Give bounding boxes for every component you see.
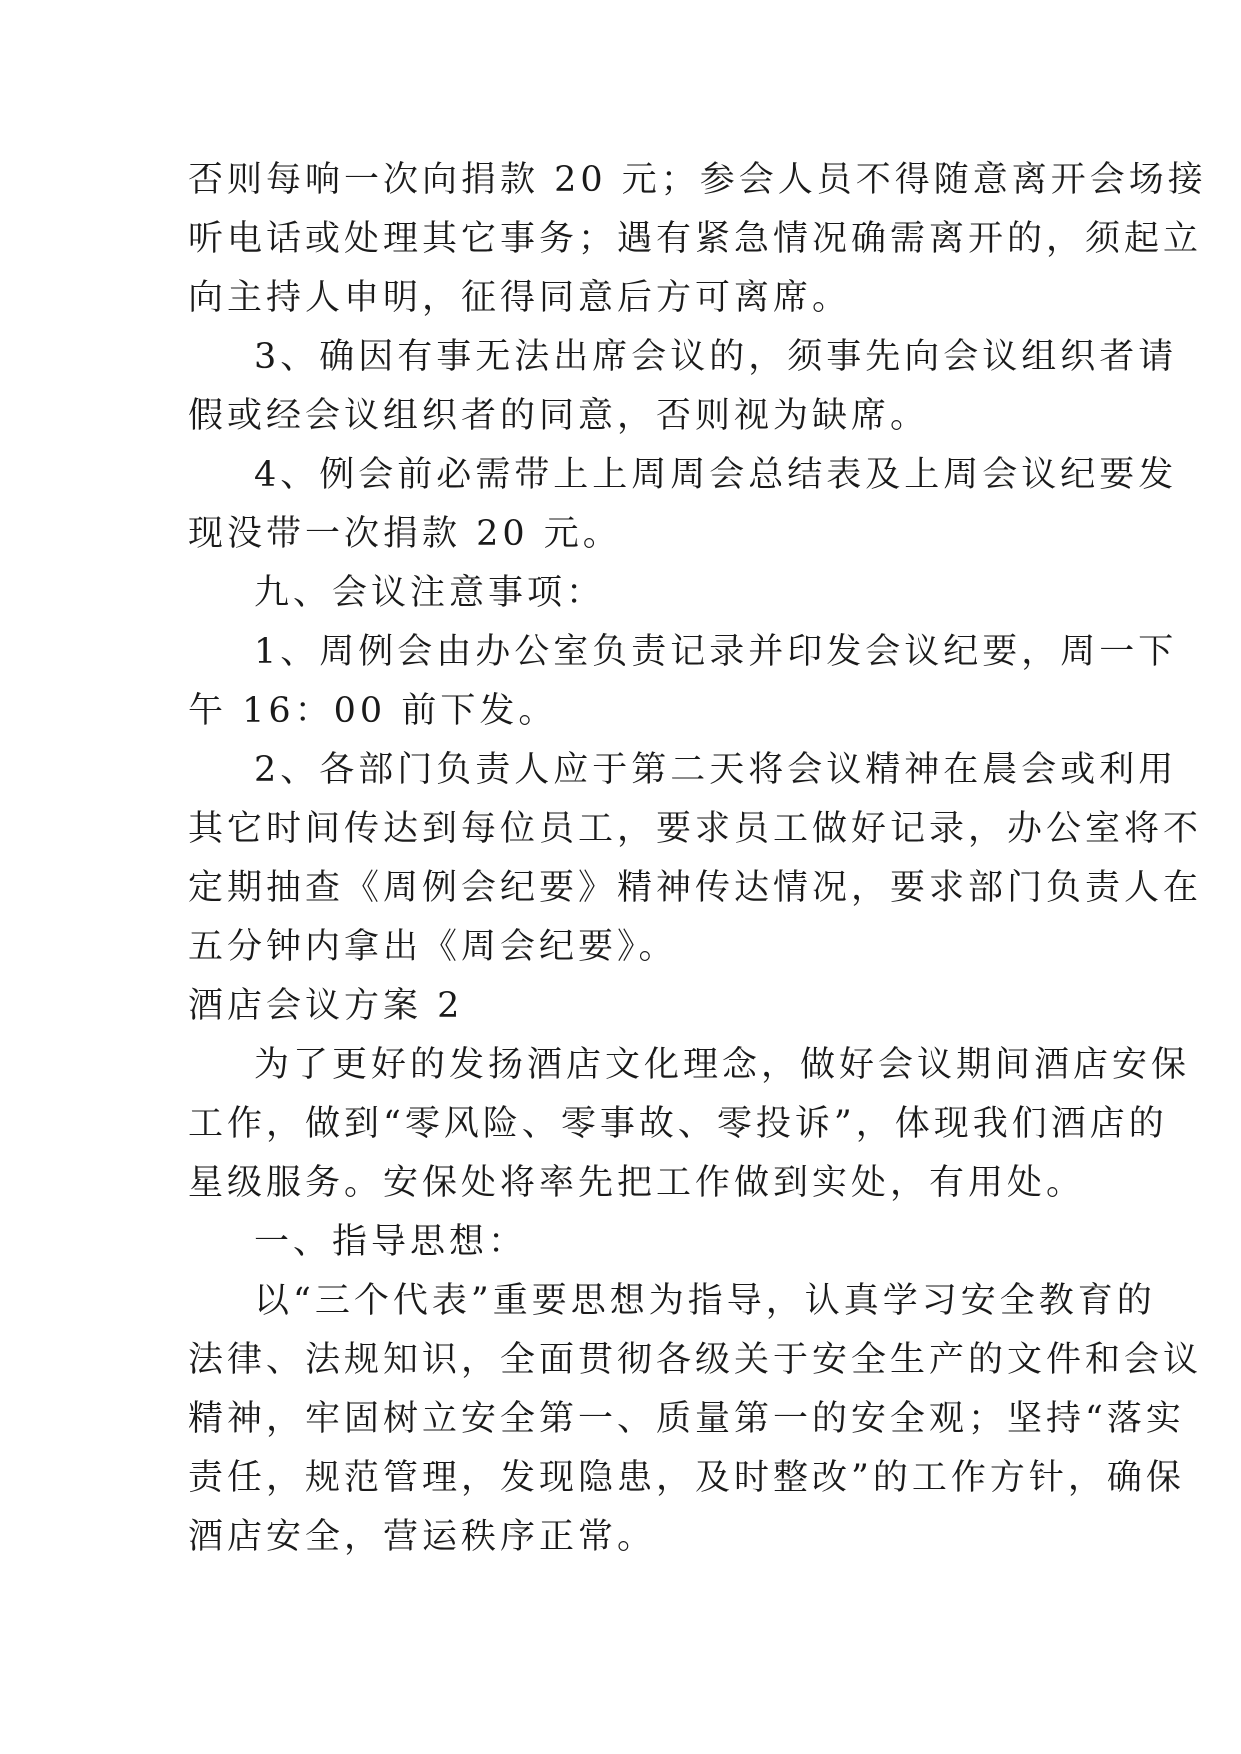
text-line: 现没带一次捐款 20 元。: [188, 514, 622, 554]
section-heading: 一、指导思想：: [254, 1222, 528, 1262]
text-line: 2、各部门负责人应于第二天将会议精神在晨会或利用: [254, 750, 1178, 790]
text-line: 五分钟内拿出《周会纪要》。: [188, 927, 678, 967]
document-body: [188, 151, 1207, 1567]
text-line: 工作，做到“零风险、零事故、零投诉”，体现我们酒店的: [188, 1104, 1168, 1144]
text-line: 定期抽查《周例会纪要》精神传达情况，要求部门负责人在: [188, 868, 1203, 908]
text-line: 4、例会前必需带上上周周会总结表及上周会议纪要发: [254, 455, 1178, 495]
text-line: 责任，规范管理，发现隐患，及时整改”的工作方针，确保: [188, 1458, 1185, 1498]
text-line: 为了更好的发扬酒店文化理念，做好会议期间酒店安保: [254, 1045, 1191, 1085]
text-line: 听电话或处理其它事务；遇有紧急情况确需离开的，须起立: [188, 219, 1203, 259]
text-line: 向主持人申明，征得同意后方可离席。: [188, 278, 852, 318]
text-line: 法律、法规知识，全面贯彻各级关于安全生产的文件和会议: [188, 1340, 1203, 1380]
text-line: 以“三个代表”重要思想为指导，认真学习安全教育的: [254, 1281, 1156, 1321]
text-line: 其它时间传达到每位员工，要求员工做好记录，办公室将不: [188, 809, 1203, 849]
text-line: 精神，牢固树立安全第一、质量第一的安全观；坚持“落实: [188, 1399, 1185, 1439]
document-title: 酒店会议方案 2: [188, 986, 464, 1026]
text-line: 假或经会议组织者的同意，否则视为缺席。: [188, 396, 930, 436]
text-line: 午 16：00 前下发。: [188, 691, 558, 731]
text-line: 星级服务。安保处将率先把工作做到实处，有用处。: [188, 1163, 1086, 1203]
text-line: 3、确因有事无法出席会议的，须事先向会议组织者请: [254, 337, 1178, 377]
text-line: 否则每响一次向捐款 20 元；参会人员不得随意离开会场接: [188, 160, 1207, 200]
section-heading: 九、会议注意事项：: [254, 573, 606, 613]
text-line: 1、周例会由办公室负责记录并印发会议纪要，周一下: [254, 632, 1178, 672]
text-line: 酒店安全，营运秩序正常。: [188, 1517, 657, 1557]
